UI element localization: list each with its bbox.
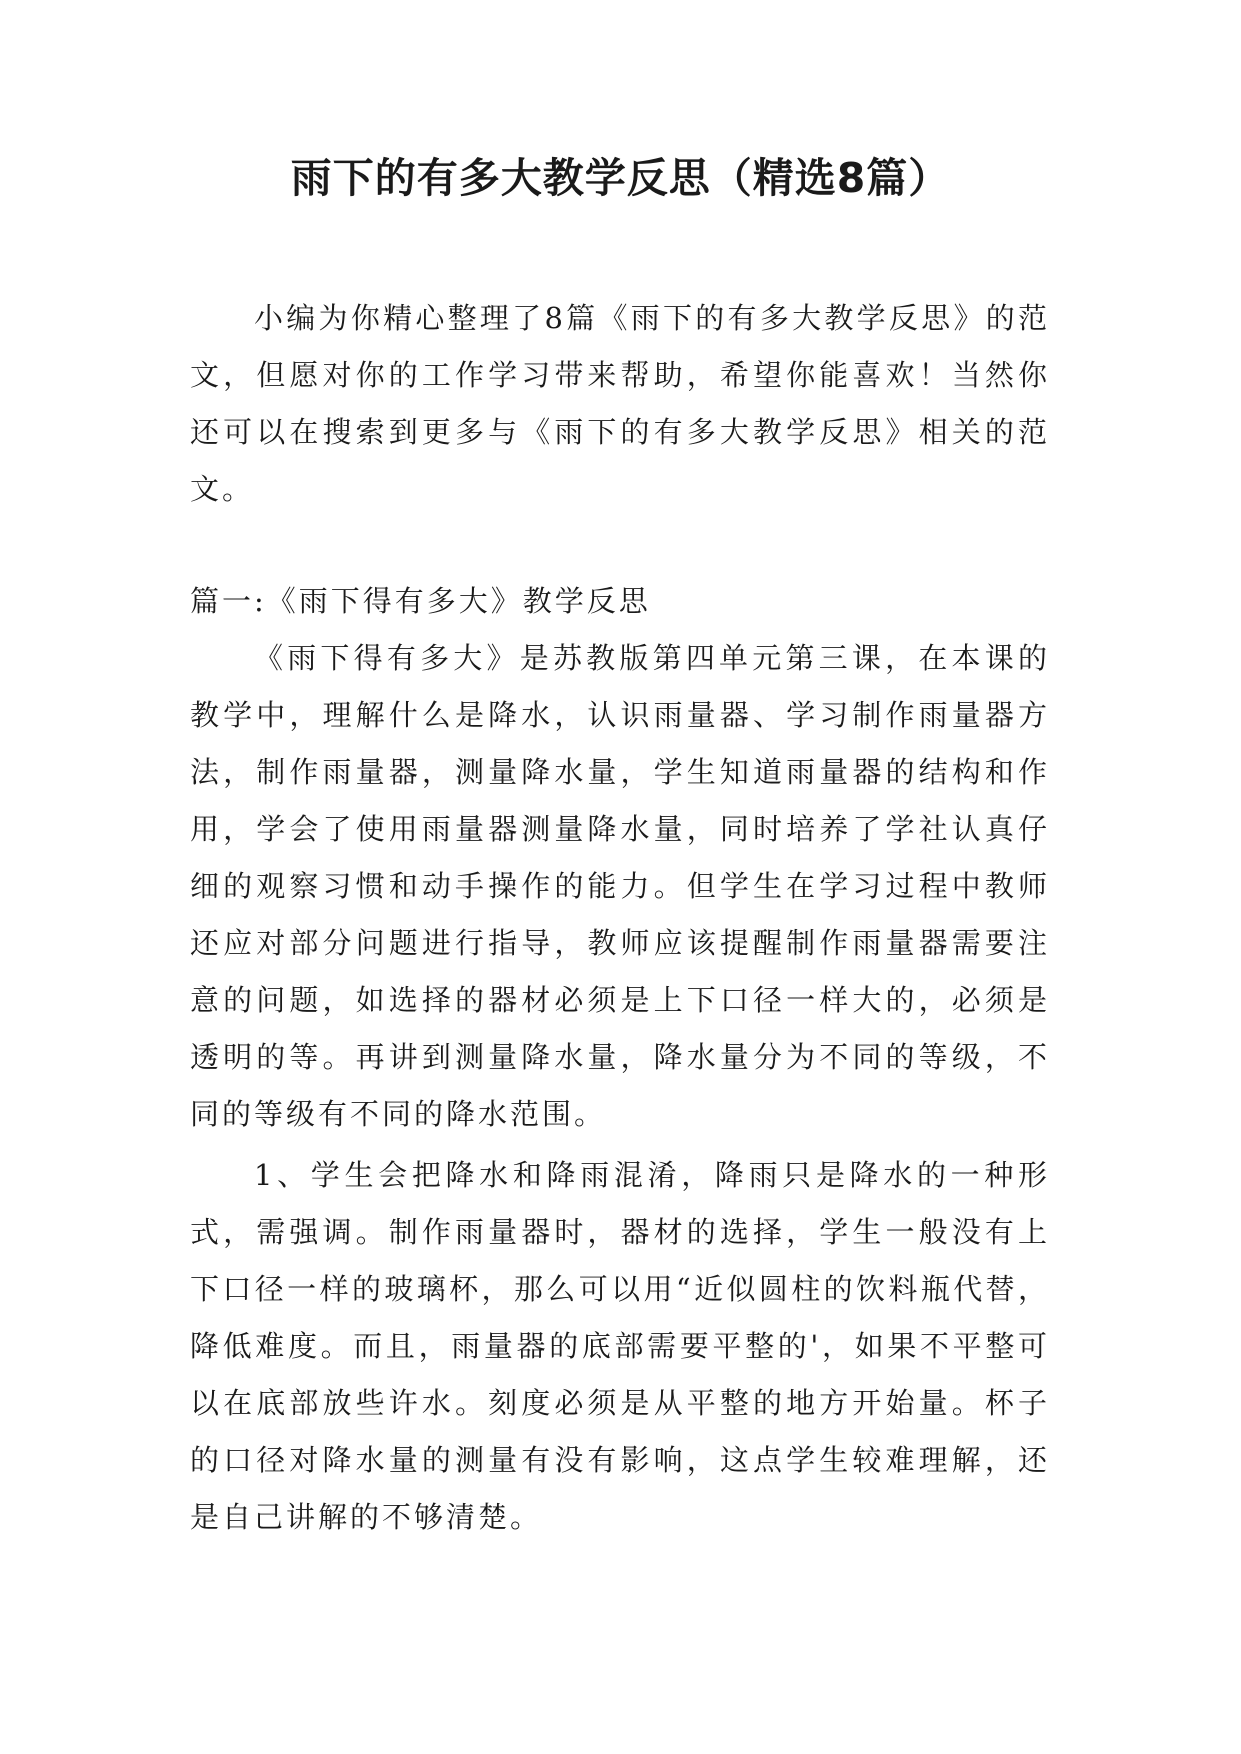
document-body <box>190 290 1050 1546</box>
intro-paragraph: 小编为你精心整理了8篇《雨下的有多大教学反思》的范文，但愿对你的工作学习带来帮助，希望你能喜欢！当然你还可以在搜索到更多与《雨下的有多大教学反思》相关的范文。 <box>190 301 1050 506</box>
section-heading: 篇一:《雨下得有多大》教学反思 <box>190 584 651 618</box>
body-paragraph: 1、学生会把降水和降雨混淆，降雨只是降水的一种形式，需强调。制作雨量器时，器材的选择，学生一般没有上下口径一样的玻璃杯，那么可以用“近似圆柱的饮料瓶代替，降低难度。而且，雨量器的底部需要平整的'，如果不平整可以在底部放些许水。刻度必须是从平整的地方开始量。杯子的口径对降水量的测量有没有影响，这点学生较难理解，还是自己讲解的不够清楚。 <box>190 1158 1050 1534</box>
body-paragraph: 《雨下得有多大》是苏教版第四单元第三课，在本课的教学中，理解什么是降水，认识雨量器、学习制作雨量器方法，制作雨量器，测量降水量，学生知道雨量器的结构和作用，学会了使用雨量器测量降水量，同时培养了学社认真仔细的观察习惯和动手操作的能力。但学生在学习过程中教师还应对部分问题进行指导，教师应该提醒制作雨量器需要注意的问题，如选择的器材必须是上下口径一样大的，必须是透明的等。再讲到测量降水量，降水量分为不同的等级，不同的等级有不同的降水范围。 <box>190 641 1050 1131</box>
document-title: 雨下的有多大教学反思（精选8篇） <box>290 154 951 202</box>
